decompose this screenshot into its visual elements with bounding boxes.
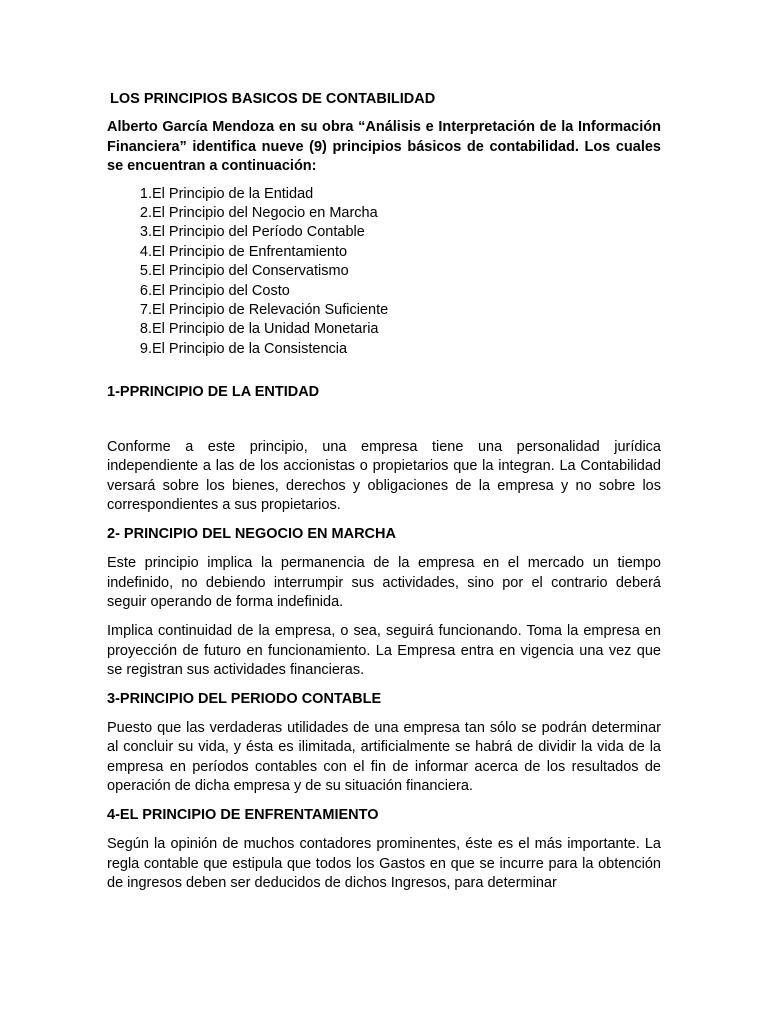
section-paragraph: Conforme a este principio, una empresa tiene una personalidad jurídica independiente a las de los accionistas o propietarios que la integran. La Contabilidad versará sobre los bienes, derechos y obligaciones de la empresa y no sobre los correspondientes a sus propietarios. bbox=[107, 439, 661, 514]
list-item: 2. El Principio del Negocio en Marcha bbox=[107, 204, 661, 223]
list-item: 4. El Principio de Enfrentamiento bbox=[107, 243, 661, 262]
list-item: 9. El Principio de la Consistencia bbox=[107, 340, 661, 359]
list-item: 5. El Principio del Conservatismo bbox=[107, 262, 661, 281]
list-item-text: El Principio de la Consistencia bbox=[152, 340, 348, 357]
section-paragraph: Según la opinión de muchos contadores prominentes, éste es el más importante. La regla contable que estipula que todos los Gastos en que se incurre para la obtención de ingresos deben ser deducidos de dichos Ingresos, para determinar bbox=[107, 836, 661, 891]
section-paragraph: Puesto que las verdaderas utilidades de una empresa tan sólo se podrán determinar al concluir su vida, y ésta es ilimitada, artificialmente se habrá de dividir la vida de la empresa en períodos contables con el fin de informar acerca de los resultados de operación de dicha empresa y de su situación financiera. bbox=[107, 720, 661, 795]
principles-list bbox=[107, 185, 661, 360]
document-page bbox=[107, 90, 661, 893]
list-item-text: El Principio del Negocio en Marcha bbox=[152, 204, 378, 221]
list-item-text: El Principio de la Unidad Monetaria bbox=[152, 321, 379, 338]
list-item: 7. El Principio de Relevación Suficiente bbox=[107, 301, 661, 320]
list-item: 6. El Principio del Costo bbox=[107, 282, 661, 301]
section-heading-periodo-contable: 3-PRINCIPIO DEL PERIODO CONTABLE bbox=[107, 691, 382, 708]
list-item: 1. El Principio de la Entidad bbox=[107, 185, 661, 204]
list-item: 3. El Principio del Período Contable bbox=[107, 223, 661, 242]
section-heading-enfrentamiento: 4-EL PRINCIPIO DE ENFRENTAMIENTO bbox=[107, 807, 379, 824]
intro-paragraph: Alberto García Mendoza en su obra “Análisis e Interpretación de la Información Financiera” identifica nueve (9) principios básicos de contabilidad. Los cuales se encuentran a continuación: bbox=[107, 119, 661, 174]
section-paragraph: Implica continuidad de la empresa, o sea, seguirá funcionando. Toma la empresa en proyección de futuro en funcionamiento. La Empresa entra en vigencia una vez que se registran sus actividades financieras. bbox=[107, 623, 661, 678]
list-item-text: El Principio de Relevación Suficiente bbox=[152, 301, 389, 318]
document-title: LOS PRINCIPIOS BASICOS DE CONTABILIDAD bbox=[110, 91, 436, 107]
list-item-text: El Principio del Período Contable bbox=[152, 224, 365, 241]
list-item-text: El Principio del Costo bbox=[152, 282, 290, 299]
section-heading-entidad: 1-PPRINCIPIO DE LA ENTIDAD bbox=[107, 384, 320, 401]
list-item-text: El Principio de la Entidad bbox=[152, 185, 314, 202]
list-item-text: El Principio del Conservatismo bbox=[152, 263, 349, 280]
section-paragraph: Este principio implica la permanencia de la empresa en el mercado un tiempo indefinido, no debiendo interrumpir sus actividades, sino por el contrario deberá seguir operando de forma indefinida. bbox=[107, 555, 661, 610]
list-item: 8. El Principio de la Unidad Monetaria bbox=[107, 320, 661, 339]
section-heading-negocio-en-marcha: 2- PRINCIPIO DEL NEGOCIO EN MARCHA bbox=[107, 526, 396, 543]
list-item-text: El Principio de Enfrentamiento bbox=[152, 243, 348, 260]
